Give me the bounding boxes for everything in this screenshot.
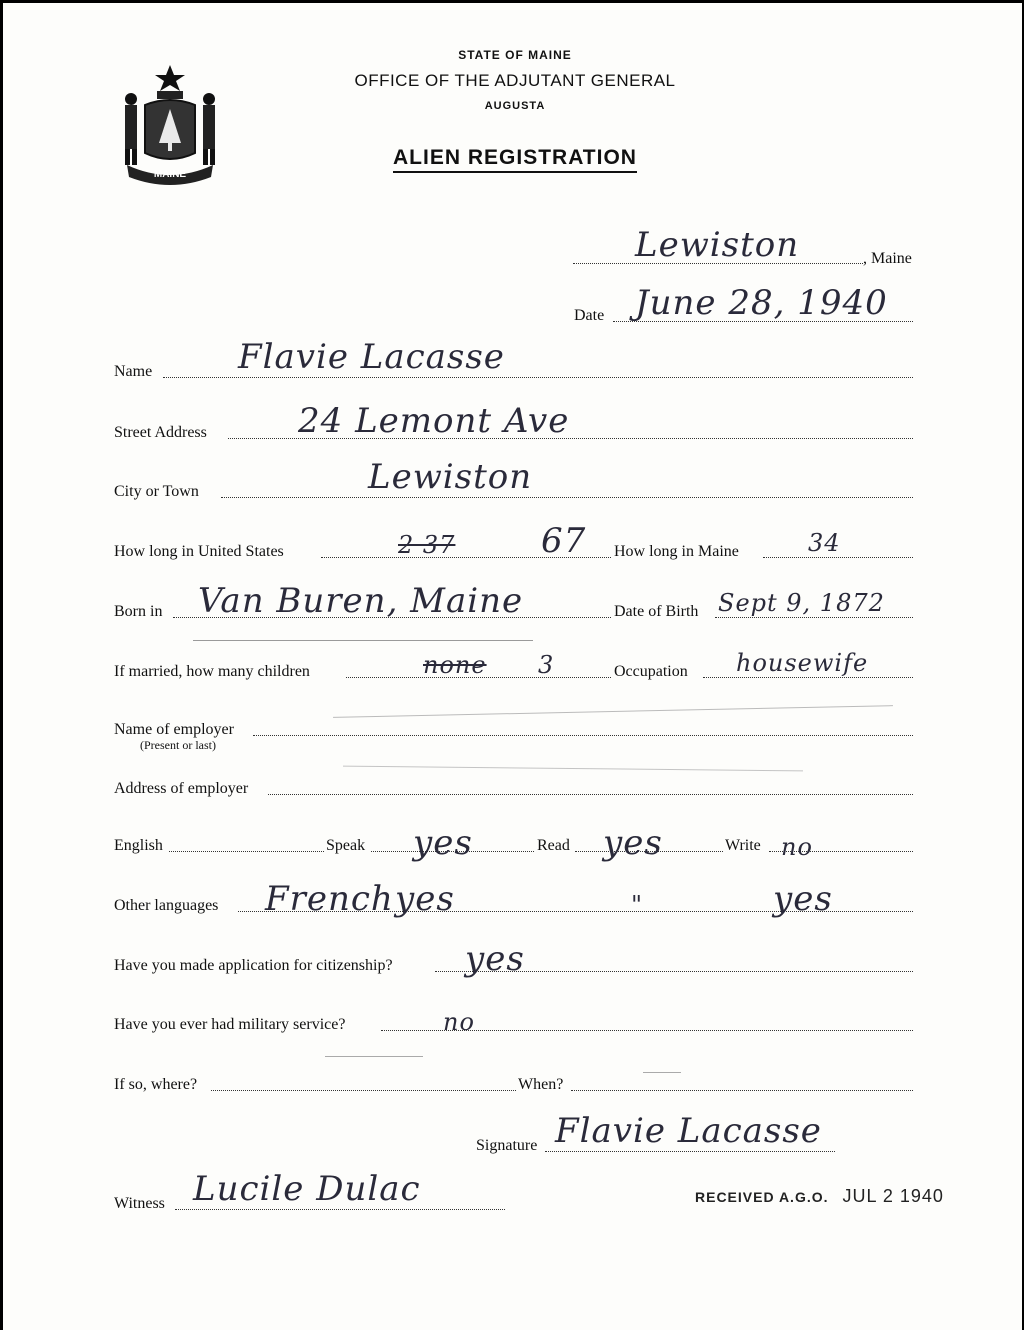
- maine-label: How long in Maine: [614, 543, 739, 560]
- name-value: Flavie Lacasse: [238, 337, 505, 377]
- city-label: City or Town: [114, 483, 199, 500]
- header-office: OFFICE OF THE ADJUTANT GENERAL: [354, 71, 676, 90]
- children-value: 3: [538, 651, 555, 679]
- seal-text: MAINE: [153, 169, 187, 180]
- where-label: If so, where?: [114, 1076, 198, 1093]
- header-state: STATE OF MAINE: [458, 48, 572, 62]
- place-suffix: , Maine: [863, 250, 912, 267]
- english-label: English: [114, 837, 163, 854]
- write-label: Write: [725, 837, 761, 854]
- dob-value: Sept 9, 1872: [718, 589, 885, 617]
- other-speak-value: yes: [395, 879, 455, 919]
- english-speak-value: yes: [413, 823, 473, 863]
- speak-label: Speak: [326, 837, 366, 854]
- witness-value: Lucile Dulac: [193, 1169, 421, 1209]
- form-title-text: ALIEN REGISTRATION: [393, 146, 637, 173]
- read-label: Read: [537, 837, 570, 854]
- received-stamp: [695, 1186, 944, 1207]
- employer-sublabel: (Present or last): [140, 738, 216, 752]
- place-value: Lewiston: [635, 225, 800, 265]
- citizenship-label: Have you made application for citizenship?: [114, 957, 393, 974]
- name-label: Name: [114, 363, 153, 380]
- street-label: Street Address: [114, 424, 207, 441]
- other-languages-label: Other languages: [114, 897, 219, 914]
- other-language-value: French: [265, 879, 394, 919]
- born-value: Van Buren, Maine: [198, 581, 524, 621]
- stamp-prefix: RECEIVED A.G.O.: [695, 1189, 829, 1205]
- employer-address-label: Address of employer: [114, 780, 249, 797]
- signature-label: Signature: [476, 1137, 538, 1154]
- other-read-value: ": [631, 891, 644, 919]
- children-label: If married, how many children: [114, 663, 310, 680]
- military-label: Have you ever had military service?: [114, 1016, 346, 1033]
- date-value: June 28, 1940: [635, 283, 888, 323]
- english-write-value: no: [781, 833, 813, 861]
- city-value: Lewiston: [368, 457, 533, 497]
- signature-value: Flavie Lacasse: [555, 1111, 822, 1151]
- stamp-date: JUL 2 1940: [842, 1186, 944, 1206]
- military-value: no: [443, 1008, 475, 1036]
- witness-label: Witness: [114, 1195, 165, 1212]
- born-label: Born in: [114, 603, 163, 620]
- header-city: AUGUSTA: [484, 100, 546, 112]
- dob-label: Date of Birth: [614, 603, 699, 620]
- maine-value: 34: [808, 529, 841, 557]
- us-struck: 2 37: [398, 531, 456, 559]
- us-label: How long in United States: [114, 543, 284, 560]
- occupation-label: Occupation: [614, 663, 688, 680]
- occupation-value: housewife: [736, 649, 869, 677]
- when-label: When?: [518, 1076, 564, 1093]
- citizenship-value: yes: [465, 939, 525, 979]
- street-value: 24 Lemont Ave: [298, 401, 570, 441]
- us-value: 67: [541, 521, 587, 561]
- children-struck: none: [423, 651, 487, 679]
- employer-label: Name of employer: [114, 721, 234, 738]
- english-read-value: yes: [603, 823, 663, 863]
- date-label: Date: [574, 307, 605, 324]
- other-write-value: yes: [773, 879, 833, 919]
- form-title: [3, 146, 1024, 170]
